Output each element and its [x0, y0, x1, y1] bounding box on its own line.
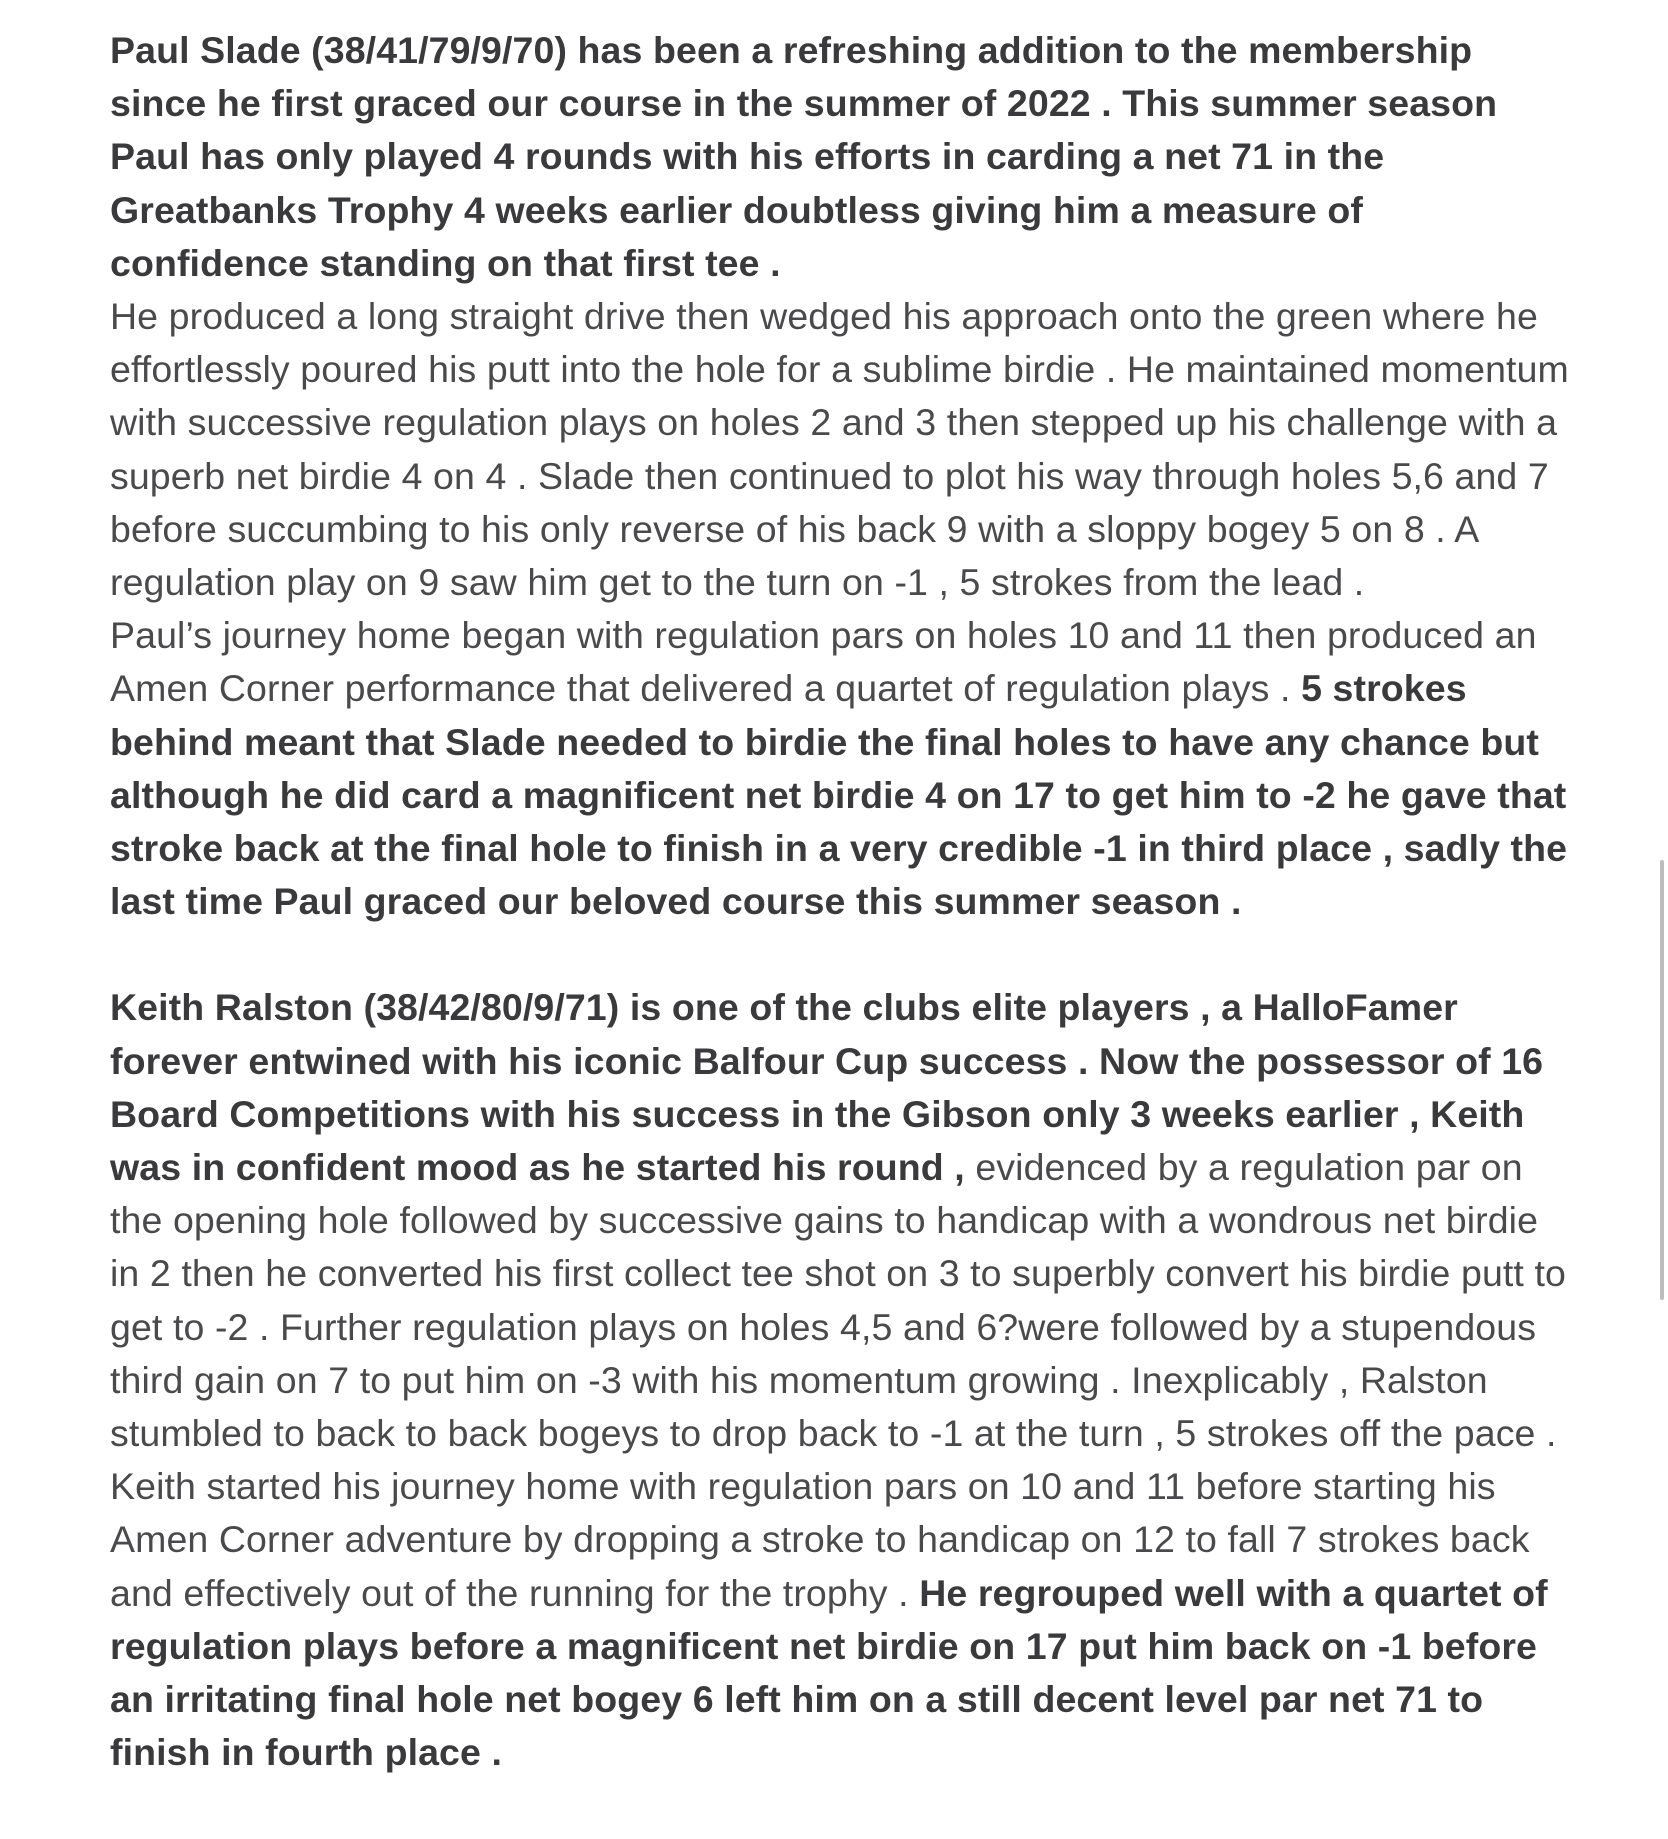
slade-front-nine-text: He produced a long straight drive then wedged his approach onto the green where he effortlessly poured his putt into the hole for a sublime birdie . He maintained momentum with successive regulation plays on holes 2 and 3 then stepped up his challenge with a superb net birdie 4 on 4 . Slade then continued to plot his way through holes 5,6 and 7 before succumbing to his only reverse of his back 9 with a sloppy bogey 5 on 8 . A regulation play on 9 saw him get to the turn on -1 , 5 strokes from the lead .: [110, 295, 1569, 604]
ralston-intro-bold: Keith Ralston (38/42/80/9/71) is one of the clubs elite players , a HalloFamer forever entwined with his iconic Balfour Cup success . Now the possessor of 16 Board Competitions with his success in the Gibson only 3 weeks earlier , Keith was in confident mood as he started his round ,: [110, 986, 1544, 1189]
slade-back-nine-bold: 5 strokes behind meant that Slade needed to birdie the final holes to have any chance but although he did card a magnificent net birdie 4 on 17 to get him to -2 he gave that stroke back at the final hole to finish in a very credible -1 in third place , sadly the last time Paul graced our beloved course this summer season .: [110, 667, 1568, 923]
vertical-scrollbar[interactable]: [1660, 860, 1664, 1300]
paragraph-slade-back-nine: [110, 609, 1570, 928]
ralston-finish-bold: He regrouped well with a quartet of regulation plays before a magnificent net birdie on 17 put him back on -1 before an irritating final hole net bogey 6 left him on a still decent level par net 71 to finish in fourth place .: [110, 1571, 1548, 1774]
paragraph-slade-intro: [110, 24, 1570, 290]
paragraph-gap: [110, 928, 1570, 981]
slade-intro-bold: Paul Slade (38/41/79/9/70) has been a refreshing addition to the membership since he first graced our course in the summer of 2022 . This summer season Paul has only played 4 rounds with his efforts in carding a net 71 in the Greatbanks Trophy 4 weeks earlier doubtless giving him a measure of confidence standing on that first tee .: [110, 29, 1498, 284]
ralston-round-text: evidenced by a regulation par on the opening hole followed by successive gains to handicap with a wondrous net birdie in 2 then he converted his first collect tee shot on 3 to superbly convert his birdie putt to get to -2 . Further regulation plays on holes 4,5 and 6?were followed by a stupendous third gain on 7 to put him on -3 with his momentum growing . Inexplicably , Ralston stumbled to back to back bogeys to drop back to -1 at the turn , 5 strokes off the pace . Keith started his journey home with regulation pars on 10 and 11 before starting his Amen Corner adventure by dropping a stroke to handicap on 12 to fall 7 strokes back and effectively out of the running for the trophy .: [110, 1146, 1566, 1614]
slade-back-nine-normal: Paul’s journey home began with regulation pars on holes 10 and 11 then produced an Amen Corner performance that delivered a quartet of regulation plays .: [110, 614, 1537, 710]
paragraph-slade-front-nine: [110, 290, 1570, 609]
paragraph-ralston: [110, 981, 1570, 1779]
article-body: [110, 24, 1570, 1780]
